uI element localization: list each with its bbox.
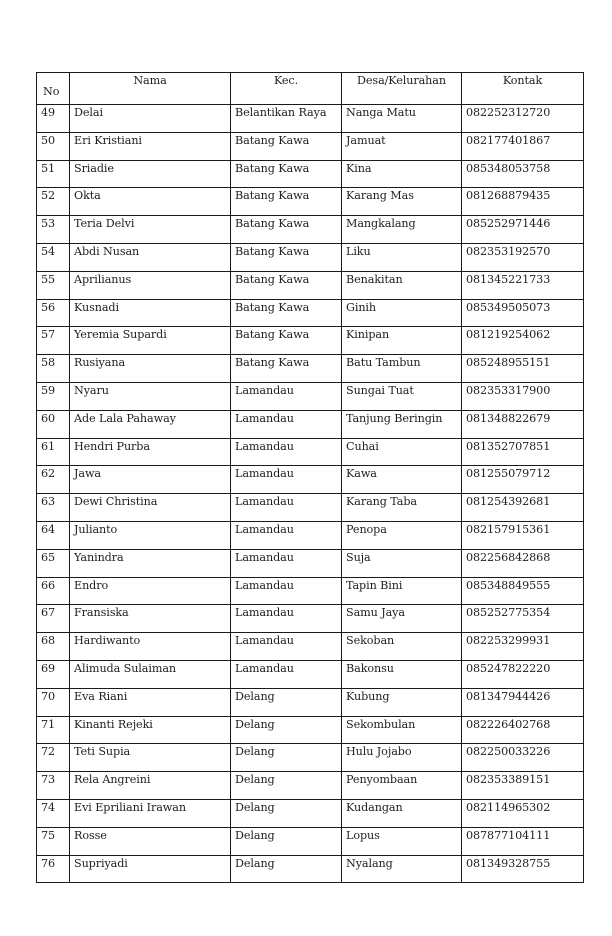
cell-nama: Yanindra — [70, 549, 231, 577]
cell-kec: Lamandau — [231, 521, 342, 549]
cell-no: 72 — [37, 744, 70, 772]
cell-nama: Okta — [70, 188, 231, 216]
cell-kontak: 081345221733 — [462, 271, 584, 299]
cell-no: 70 — [37, 688, 70, 716]
cell-nama: Julianto — [70, 521, 231, 549]
table-row — [37, 410, 584, 438]
cell-nama: Alimuda Sulaiman — [70, 660, 231, 688]
cell-no: 55 — [37, 271, 70, 299]
table-row — [37, 549, 584, 577]
cell-desa: Karang Mas — [342, 188, 462, 216]
table-row — [37, 744, 584, 772]
table-row — [37, 188, 584, 216]
cell-kontak: 081268879435 — [462, 188, 584, 216]
table-row — [37, 799, 584, 827]
cell-no: 51 — [37, 160, 70, 188]
cell-nama: Eva Riani — [70, 688, 231, 716]
cell-desa: Karang Taba — [342, 494, 462, 522]
cell-desa: Kudangan — [342, 799, 462, 827]
cell-kec: Delang — [231, 772, 342, 800]
cell-no: 68 — [37, 633, 70, 661]
cell-kec: Delang — [231, 855, 342, 883]
cell-kontak: 082226402768 — [462, 716, 584, 744]
cell-kec: Batang Kawa — [231, 355, 342, 383]
cell-kec: Lamandau — [231, 660, 342, 688]
cell-no: 54 — [37, 243, 70, 271]
cell-desa: Bakonsu — [342, 660, 462, 688]
cell-no: 59 — [37, 382, 70, 410]
cell-nama: Sriadie — [70, 160, 231, 188]
cell-kontak: 082253299931 — [462, 633, 584, 661]
table-row — [37, 494, 584, 522]
cell-desa: Kinipan — [342, 327, 462, 355]
cell-no: 76 — [37, 855, 70, 883]
cell-desa: Nanga Matu — [342, 105, 462, 133]
cell-desa: Sekombulan — [342, 716, 462, 744]
cell-no: 60 — [37, 410, 70, 438]
cell-desa: Liku — [342, 243, 462, 271]
cell-nama: Rela Angreini — [70, 772, 231, 800]
cell-kontak: 085349505073 — [462, 299, 584, 327]
cell-kec: Delang — [231, 827, 342, 855]
cell-nama: Hardiwanto — [70, 633, 231, 661]
table-row — [37, 772, 584, 800]
cell-kontak: 085348849555 — [462, 577, 584, 605]
cell-kec: Lamandau — [231, 549, 342, 577]
cell-no: 49 — [37, 105, 70, 133]
cell-nama: Kusnadi — [70, 299, 231, 327]
cell-no: 74 — [37, 799, 70, 827]
cell-nama: Eri Kristiani — [70, 132, 231, 160]
cell-nama: Jawa — [70, 466, 231, 494]
cell-desa: Cuhai — [342, 438, 462, 466]
table-row — [37, 243, 584, 271]
cell-desa: Hulu Jojabo — [342, 744, 462, 772]
cell-no: 57 — [37, 327, 70, 355]
table-row — [37, 271, 584, 299]
cell-kec: Delang — [231, 688, 342, 716]
cell-nama: Teria Delvi — [70, 216, 231, 244]
cell-nama: Aprilianus — [70, 271, 231, 299]
cell-kontak: 082353192570 — [462, 243, 584, 271]
cell-no: 53 — [37, 216, 70, 244]
cell-kec: Lamandau — [231, 438, 342, 466]
cell-desa: Penopa — [342, 521, 462, 549]
cell-desa: Kubung — [342, 688, 462, 716]
table-row — [37, 855, 584, 883]
header-no: No — [37, 73, 70, 105]
cell-kontak: 085248955151 — [462, 355, 584, 383]
cell-no: 62 — [37, 466, 70, 494]
table-row — [37, 105, 584, 133]
cell-kontak: 082250033226 — [462, 744, 584, 772]
cell-nama: Fransiska — [70, 605, 231, 633]
cell-nama: Nyaru — [70, 382, 231, 410]
cell-kontak: 082256842868 — [462, 549, 584, 577]
table-row — [37, 160, 584, 188]
cell-nama: Evi Epriliani Irawan — [70, 799, 231, 827]
table-row — [37, 633, 584, 661]
table-row — [37, 605, 584, 633]
cell-kontak: 082252312720 — [462, 105, 584, 133]
cell-kec: Batang Kawa — [231, 188, 342, 216]
contact-table — [36, 72, 584, 883]
cell-kontak: 081349328755 — [462, 855, 584, 883]
cell-desa: Lopus — [342, 827, 462, 855]
cell-no: 67 — [37, 605, 70, 633]
cell-kontak: 082353389151 — [462, 772, 584, 800]
cell-kontak: 085252775354 — [462, 605, 584, 633]
cell-nama: Rusiyana — [70, 355, 231, 383]
header-kontak: Kontak — [462, 73, 584, 105]
header-desa: Desa/Kelurahan — [342, 73, 462, 105]
cell-kec: Lamandau — [231, 382, 342, 410]
cell-desa: Tapin Bini — [342, 577, 462, 605]
cell-no: 58 — [37, 355, 70, 383]
cell-nama: Hendri Purba — [70, 438, 231, 466]
cell-no: 65 — [37, 549, 70, 577]
cell-desa: Tanjung Beringin — [342, 410, 462, 438]
cell-kontak: 085252971446 — [462, 216, 584, 244]
cell-no: 63 — [37, 494, 70, 522]
cell-kontak: 081348822679 — [462, 410, 584, 438]
table-row — [37, 382, 584, 410]
cell-kec: Lamandau — [231, 633, 342, 661]
cell-kontak: 081219254062 — [462, 327, 584, 355]
table-row — [37, 577, 584, 605]
cell-desa: Nyalang — [342, 855, 462, 883]
cell-kec: Lamandau — [231, 410, 342, 438]
table-row — [37, 327, 584, 355]
cell-no: 66 — [37, 577, 70, 605]
cell-desa: Suja — [342, 549, 462, 577]
cell-desa: Samu Jaya — [342, 605, 462, 633]
cell-nama: Abdi Nusan — [70, 243, 231, 271]
cell-kontak: 082157915361 — [462, 521, 584, 549]
table-body — [37, 105, 584, 883]
cell-nama: Ade Lala Pahaway — [70, 410, 231, 438]
cell-nama: Endro — [70, 577, 231, 605]
cell-kontak: 082353317900 — [462, 382, 584, 410]
table-row — [37, 466, 584, 494]
cell-kontak: 082177401867 — [462, 132, 584, 160]
cell-nama: Yeremia Supardi — [70, 327, 231, 355]
cell-kec: Delang — [231, 744, 342, 772]
cell-kontak: 081255079712 — [462, 466, 584, 494]
cell-kontak: 081347944426 — [462, 688, 584, 716]
table-row — [37, 216, 584, 244]
cell-nama: Supriyadi — [70, 855, 231, 883]
cell-no: 71 — [37, 716, 70, 744]
cell-no: 64 — [37, 521, 70, 549]
cell-kontak: 081254392681 — [462, 494, 584, 522]
cell-kec: Delang — [231, 799, 342, 827]
table-row — [37, 716, 584, 744]
cell-kec: Batang Kawa — [231, 327, 342, 355]
cell-kontak: 085247822220 — [462, 660, 584, 688]
cell-kontak: 085348053758 — [462, 160, 584, 188]
cell-kec: Belantikan Raya — [231, 105, 342, 133]
cell-desa: Ginih — [342, 299, 462, 327]
cell-no: 61 — [37, 438, 70, 466]
cell-kec: Batang Kawa — [231, 216, 342, 244]
header-nama: Nama — [70, 73, 231, 105]
table-row — [37, 355, 584, 383]
cell-desa: Batu Tambun — [342, 355, 462, 383]
cell-no: 73 — [37, 772, 70, 800]
cell-kec: Batang Kawa — [231, 271, 342, 299]
cell-kec: Batang Kawa — [231, 243, 342, 271]
cell-desa: Sekoban — [342, 633, 462, 661]
table-row — [37, 299, 584, 327]
cell-kec: Lamandau — [231, 494, 342, 522]
table-row — [37, 688, 584, 716]
table-row — [37, 660, 584, 688]
cell-desa: Kina — [342, 160, 462, 188]
cell-desa: Sungai Tuat — [342, 382, 462, 410]
cell-nama: Kinanti Rejeki — [70, 716, 231, 744]
cell-kec: Lamandau — [231, 605, 342, 633]
cell-nama: Teti Supia — [70, 744, 231, 772]
cell-kec: Batang Kawa — [231, 160, 342, 188]
cell-no: 75 — [37, 827, 70, 855]
header-kec: Kec. — [231, 73, 342, 105]
cell-desa: Kawa — [342, 466, 462, 494]
header-row — [37, 73, 584, 105]
cell-kec: Batang Kawa — [231, 132, 342, 160]
cell-desa: Benakitan — [342, 271, 462, 299]
cell-nama: Delai — [70, 105, 231, 133]
cell-kec: Batang Kawa — [231, 299, 342, 327]
cell-kontak: 082114965302 — [462, 799, 584, 827]
cell-no: 52 — [37, 188, 70, 216]
cell-kontak: 081352707851 — [462, 438, 584, 466]
table-header — [37, 73, 584, 105]
cell-desa: Jamuat — [342, 132, 462, 160]
cell-nama: Rosse — [70, 827, 231, 855]
cell-kec: Lamandau — [231, 466, 342, 494]
cell-desa: Mangkalang — [342, 216, 462, 244]
cell-no: 50 — [37, 132, 70, 160]
cell-nama: Dewi Christina — [70, 494, 231, 522]
cell-kec: Delang — [231, 716, 342, 744]
cell-desa: Penyombaan — [342, 772, 462, 800]
cell-kontak: 087877104111 — [462, 827, 584, 855]
cell-kec: Lamandau — [231, 577, 342, 605]
table-row — [37, 438, 584, 466]
table-row — [37, 132, 584, 160]
table-row — [37, 827, 584, 855]
table-row — [37, 521, 584, 549]
cell-no: 69 — [37, 660, 70, 688]
cell-no: 56 — [37, 299, 70, 327]
